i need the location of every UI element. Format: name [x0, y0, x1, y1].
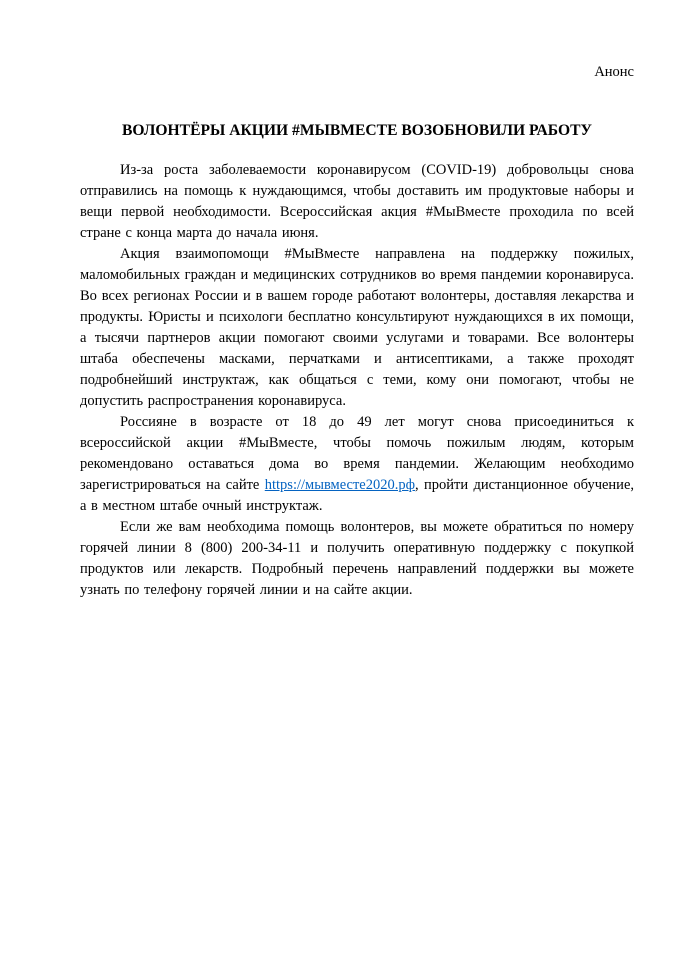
paragraph-hotline: Если же вам необходима помощь волонтеров, вы можете обратиться по номеру горячей линии 8 (800) 200-34-11 и получить оперативную поддержку с покупкой продуктов или лекарств. Подробный перечень направлений поддержки вы можете узнать по телефону горячей линии и на сайте акции.	[80, 519, 634, 598]
join-text-before-link: Россияне в возрасте от 18 до 49 лет могут снова присоединиться к всероссийской акции #МыВместе, чтобы помочь пожилым людям, которым рекомендовано оставаться дома во время пандемии. Желающим необходимо зарегистрироваться на сайте	[80, 414, 634, 493]
document-title: ВОЛОНТЁРЫ АКЦИИ #МЫВМЕСТЕ ВОЗОБНОВИЛИ РАБОТУ	[122, 122, 592, 139]
annotation-label: Анонс	[594, 64, 634, 80]
document-body	[80, 160, 634, 601]
paragraph-intro: Из-за роста заболеваемости коронавирусом (COVID-19) добровольцы снова отправились на помощь к нуждающимся, чтобы доставить им продуктовые наборы и вещи первой необходимости. Всероссийская акция #МыВместе проходила по всей стране с конца марта до начала июня.	[80, 162, 634, 241]
paragraph-campaign-details: Акция взаимопомощи #МыВместе направлена на поддержку пожилых, маломобильных граждан и медицинских сотрудников во время пандемии коронавируса. Во всех регионах России и в вашем городе работают волонтеры, доставляя лекарства и продукты. Юристы и психологи бесплатно консультируют нуждающихся в их помощи, а тысячи партнеров акции помогают своими услугами и товарами. Все волонтеры штаба обеспечены масками, перчатками и антисептиками, а также проходят подробнейший инструктаж, как общаться с теми, кому они помогают, чтобы не допустить распространения коронавируса.	[80, 246, 634, 409]
paragraph-how-to-join	[80, 412, 634, 517]
campaign-website-link[interactable]: https://мывместе2020.рф	[264, 477, 416, 493]
document-content	[80, 62, 634, 601]
join-text-after-link: , пройти дистанционное обучение, а в местном штабе очный инструктаж.	[80, 477, 635, 514]
